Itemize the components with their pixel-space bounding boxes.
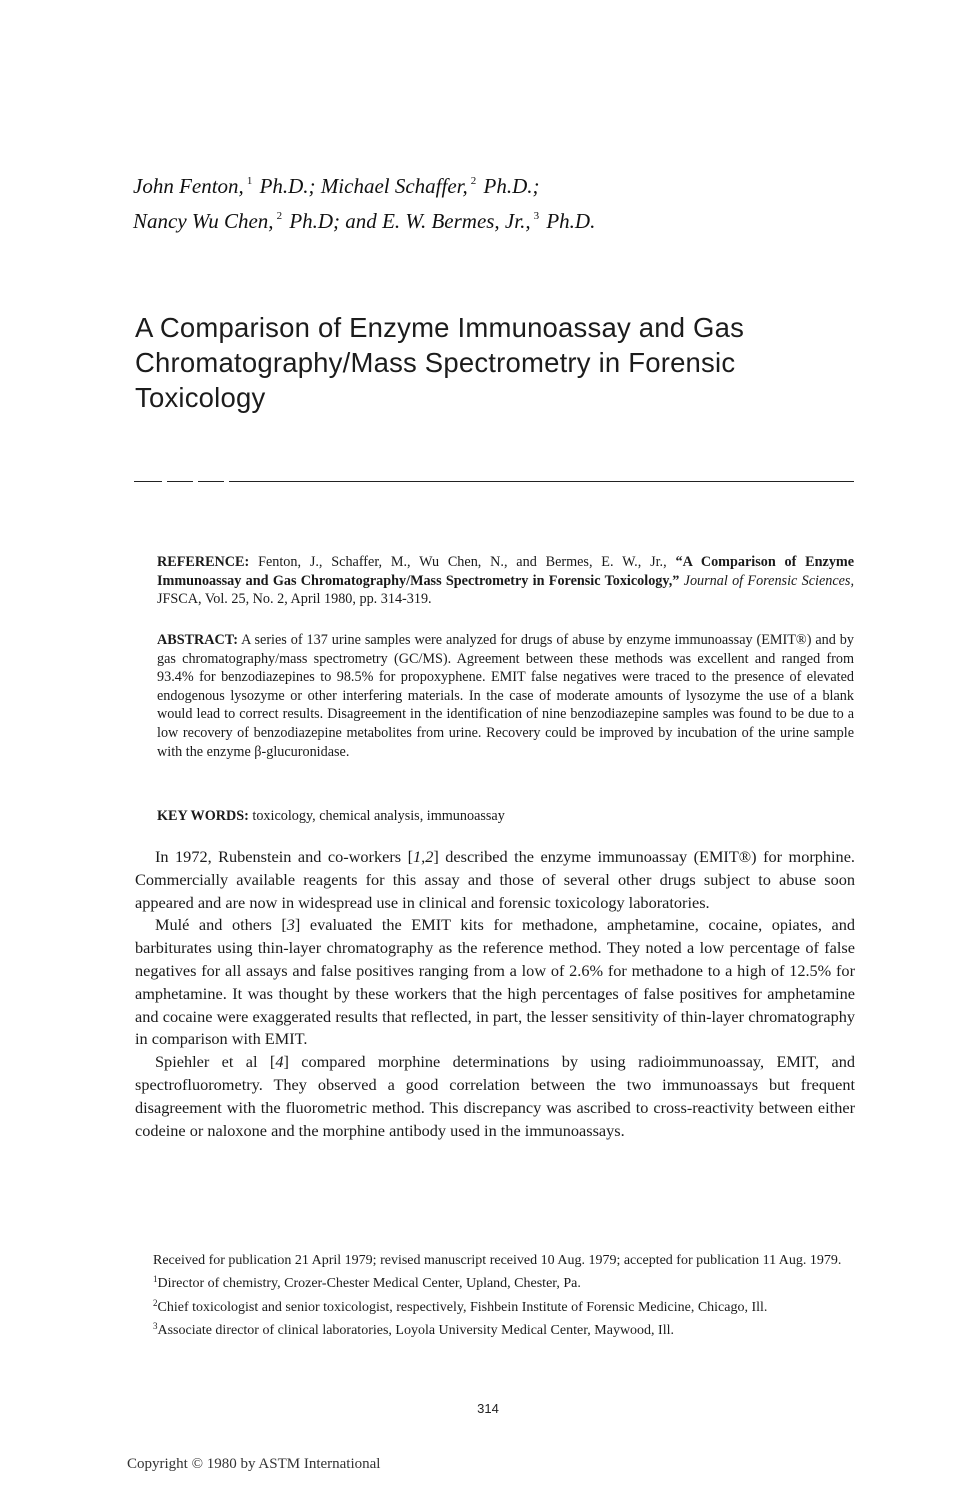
author-name: John Fenton, <box>133 174 244 198</box>
divider-dash <box>134 481 162 482</box>
keywords-block <box>157 807 854 826</box>
reference-authors: Fenton, J., Schaffer, M., Wu Chen, N., and Bermes, E. W., Jr., <box>258 554 667 570</box>
footnote <box>135 1270 855 1293</box>
footnote-mark: 2 <box>153 1297 158 1308</box>
footnote <box>135 1294 855 1317</box>
author-line-2 <box>133 201 893 236</box>
body-text <box>135 846 855 1142</box>
reference-details: JFSCA, Vol. 25, No. 2, April 1980, pp. 314-319. <box>157 591 432 608</box>
received-note: Received for publication 21 April 1979; revised manuscript received 10 Aug. 1979; accepted for publication 11 Aug. 1979. <box>153 1253 842 1268</box>
affiliation-mark: 2 <box>276 210 283 222</box>
footnotes <box>135 1252 855 1340</box>
footnote-text: Director of chemistry, Crozer-Chester Medical Center, Upland, Chester, Pa. <box>157 1276 581 1292</box>
paragraph-text: ] compared morphine determinations by using radioimmunoassay, EMIT, and spectrofluorometry. They observed a good correlation between the two immunoassays but frequent disagreement with the fluorometric method. This discrepancy was ascribed to cross-reactivity between either codeine or naloxone and the morphine antibody used in the immunoassays. <box>135 1052 855 1140</box>
citation: 3 <box>286 915 295 935</box>
footnote-text: Chief toxicologist and senior toxicologist, respectively, Fishbein Institute of Forensic Medicine, Chicago, Ill. <box>157 1299 768 1315</box>
citation: 1,2 <box>413 847 434 866</box>
footnote <box>135 1317 855 1340</box>
author-degree: Ph.D. <box>546 209 596 233</box>
affiliation-mark: 3 <box>533 210 540 222</box>
divider-dash <box>229 481 243 482</box>
abstract-label: ABSTRACT: <box>157 632 238 648</box>
paragraph <box>135 846 855 914</box>
keywords-label: KEY WORDS: <box>157 808 249 824</box>
paragraph <box>135 1051 855 1142</box>
keywords-text: toxicology, chemical analysis, immunoassay <box>252 808 505 824</box>
page-number: 314 <box>477 1401 499 1416</box>
divider-dash <box>167 481 193 482</box>
paragraph <box>135 914 855 1051</box>
author-degree: Ph.D.; <box>259 174 316 198</box>
article-title: A Comparison of Enzyme Immunoassay and Gas Chromatography/Mass Spectrometry in Forensic Toxicology <box>135 312 745 413</box>
copyright-notice: Copyright © 1980 by ASTM International <box>127 1456 381 1472</box>
reference-title: “A Comparison of Enzyme Immunoassay and Gas Chromatography/Mass Spectrometry in Forensic Toxicology,” <box>157 554 855 589</box>
citation: 4 <box>275 1052 284 1072</box>
divider-dash <box>198 481 224 482</box>
affiliation-mark: 2 <box>470 175 477 187</box>
paragraph-text: In 1972, Rubenstein and co-workers [ <box>155 847 413 866</box>
footnote-mark: 1 <box>153 1274 158 1285</box>
author-name: E. W. Bermes, Jr., <box>382 209 531 233</box>
author-name: Michael Schaffer, <box>320 174 468 198</box>
paragraph-text: ] evaluated the EMIT kits for methadone, amphetamine, cocaine, opiates, and barbiturates using thin-layer chromatography as the reference method. They noted a low percentage of false negatives for all assays and false positives ranging from a low of 2.6% for methadone to a high of 12.5% for amphetamine. It was thought by these workers that the high percentages of false positives for amphetamine and cocaine were exaggerated results that reflected, in part, the lesser sensitivity of thin-layer chromatography in comparison with EMIT. <box>135 915 856 1049</box>
author-degree: Ph.D.; <box>483 174 540 198</box>
footnote-mark: 3 <box>153 1320 158 1331</box>
paragraph-text: Mulé and others [ <box>155 915 287 935</box>
author-list <box>133 166 893 236</box>
footnote-text: Associate director of clinical laboratories, Loyola University Medical Center, Maywood, Ill. <box>157 1322 675 1338</box>
author-line-1 <box>133 166 893 201</box>
abstract-block <box>157 631 854 761</box>
paragraph-text: Spiehler et al [ <box>155 1052 276 1072</box>
reference-journal: Journal of Forensic Sciences, <box>683 572 854 589</box>
reference-block <box>157 553 854 609</box>
author-name: Nancy Wu Chen, <box>133 209 274 233</box>
author-degree: Ph.D; and <box>289 209 377 233</box>
affiliation-mark: 1 <box>246 175 253 187</box>
abstract-text: A series of 137 urine samples were analyzed for drugs of abuse by enzyme immunoassay (EMIT®) and by gas chromatography/mass spectrometry (GC/MS). Agreement between these methods was excellent and ranged from 93.4% for benzodiazepines to 98.5% for propoxyphene. EMIT false negatives were traced to the presence of elevated endogenous lysozyme or other interfering materials. In the case of moderate amounts of lysozyme the use of a blank would lead to correct results. Disagreement in the identification of nine benzodiazepine samples was found to be due to a low recovery of benzodiazepine metabolites from urine. Recovery could be improved by incubation of the urine sample with the enzyme β-glucuronidase. <box>157 632 854 760</box>
reference-label: REFERENCE: <box>157 554 250 570</box>
paragraph-text: ] described the enzyme immunoassay (EMIT®) for morphine. Commercially available reagents for this assay and those of several other drugs subject to abuse soon appeared and are now in widespread use in clinical and forensic toxicology laboratories. <box>135 847 855 912</box>
